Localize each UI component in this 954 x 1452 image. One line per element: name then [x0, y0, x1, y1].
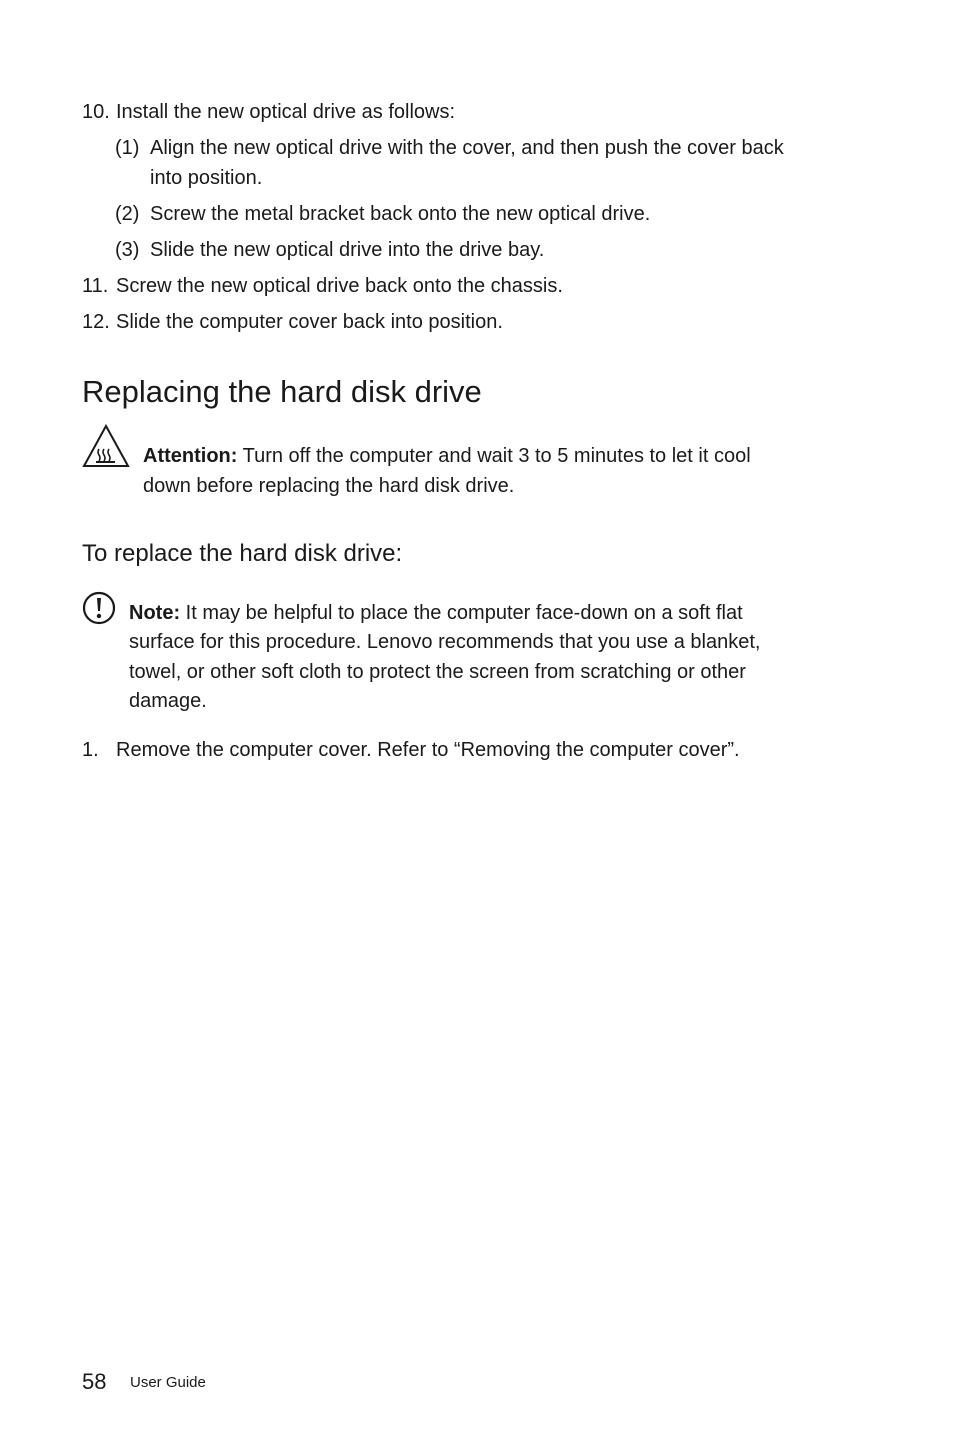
substep-text-continued: into position.	[150, 167, 263, 189]
substep-number: (2)	[115, 203, 140, 225]
note-label: Note:	[129, 602, 181, 624]
substep-number: (1)	[115, 137, 140, 159]
note-text-continued: damage.	[129, 690, 207, 712]
footer-label: User Guide	[130, 1374, 206, 1391]
attention-label: Attention:	[143, 445, 238, 467]
note-text-continued: towel, or other soft cloth to protect the screen from scratching or other	[129, 661, 746, 683]
step-text: Install the new optical drive as follows:	[116, 101, 456, 123]
attention-text-continued: down before replacing the hard disk drive.	[143, 475, 515, 497]
page-number: 58	[82, 1369, 107, 1394]
note-text	[129, 601, 743, 625]
exclamation-circle-icon	[82, 591, 116, 630]
note-text-continued: surface for this procedure. Lenovo recommends that you use a blanket,	[129, 631, 761, 653]
attention-text-line: Turn off the computer and wait 3 to 5 minutes to let it cool	[237, 445, 751, 467]
step-text: Screw the new optical drive back onto the chassis.	[116, 275, 563, 297]
step-number: 1.	[82, 739, 99, 761]
substep-text: Align the new optical drive with the cover, and then push the cover back	[150, 137, 784, 159]
substep-number: (3)	[115, 239, 140, 261]
step-text: Slide the computer cover back into position.	[116, 311, 503, 333]
substep-text: Slide the new optical drive into the drive bay.	[150, 239, 545, 261]
attention-text	[143, 444, 751, 468]
note-text-line: It may be helpful to place the computer face-down on a soft flat	[180, 602, 743, 624]
step-number: 11.	[82, 275, 109, 297]
step-text: Remove the computer cover. Refer to “Removing the computer cover”.	[116, 739, 740, 761]
hot-surface-warning-icon	[82, 424, 130, 473]
step-number: 10.	[82, 101, 110, 123]
subsection-heading: To replace the hard disk drive:	[82, 540, 403, 567]
substep-text: Screw the metal bracket back onto the new optical drive.	[150, 203, 651, 225]
step-number: 12.	[82, 311, 110, 333]
section-heading: Replacing the hard disk drive	[82, 374, 482, 409]
